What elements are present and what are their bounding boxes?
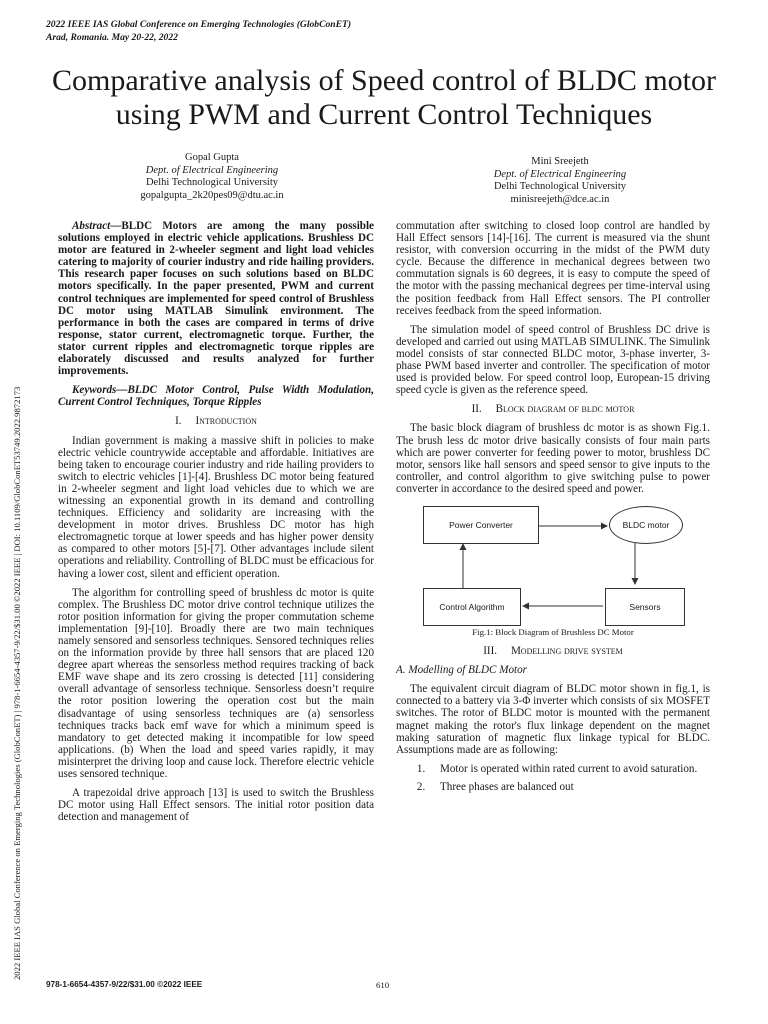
section-title: Block diagram of bldc motor <box>495 403 635 416</box>
intro-paragraph-2: The algorithm for controlling speed of brushless dc motor is quite complex. The Brushless DC motor drive control technique utilizes the rotor position information for giving the proper commutation scheme implementation [9]-[10]. Broadly there are two main techniques namely sensored and sensorless techniques. Sensored techniques relies on the information provide by three hall sensors that are placed 120 degree apart whereas the sensorless method requires tracking of back EMF wave shape and its zero crossing is detected [11] considering overall advantage of sensorless technique. Sensorless doesn’t require the rotor position lowering the operation cost but the main disadvantage of using sensorless techniques are (a) sensorless techniques tracks back emf wave for which a minimum speed is mandatory to get detected making it incompatible for low speed applications. (b) When the load and speed varies rapidly, it may misinterpret the driving loop and cause lock. Therefore electric vehicle uses sensored technique. <box>58 586 374 781</box>
abstract-label: Abstract <box>72 220 111 232</box>
section-title: Modelling drive system <box>510 645 623 658</box>
author-univ: Delhi Technological University <box>145 177 279 188</box>
section-number: II. <box>471 403 482 416</box>
author-email[interactable]: minisreejeth@dce.ac.in <box>510 193 610 205</box>
section-heading-introduction <box>58 415 374 427</box>
conference-name: 2022 IEEE IAS Global Conference on Emerging Technologies (GlobConET) <box>46 19 352 30</box>
author-name: Mini Sreejeth <box>531 156 589 167</box>
conference-location-date: Arad, Romania. May 20-22, 2022 <box>46 32 178 43</box>
right-paragraph-2: The simulation model of speed control of Brushless DC drive is developed and carried out using MATLAB SIMULINK. The Simulink model consists of star connected BLDC motor, 3-phase inverter, 3-phase PWM based inverter and controller. The specification of motor used is provided below. For speed control loop, European-15 driving speed cycle is given as the reference speed. <box>396 323 710 397</box>
intro-paragraph-1: Indian government is making a massive shift in policies to make electric vehicle countrywide acceptable and affordable. Initiatives are being taken to encourage courier industry and ride hailing providers to switch to electric vehicles [1]-[4]. Brushless DC motor being featured in 2-wheeler segment and light load vehicles due to which we are witnessing an exponential growth in its demand and controlling techniques. Efficiency and solidarity are increasing with the development in motor drives. Brushless DC motor has high electromagnetic torque at lower speeds and has higher power density as compared to other motors [5]-[7]. Other advantages include silent operations and reliability. Controlling of BLDC must be efficacious for having a lower cost, silent and efficient operation. <box>58 434 374 580</box>
section-number: III. <box>483 645 498 658</box>
subsection-heading-modelling-bldc: A. Modelling of BLDC Motor <box>396 664 527 677</box>
power-converter-block: Power Converter <box>423 506 539 544</box>
keywords: Keywords—BLDC Motor Control, Pulse Width Modulation, Current Control Techniques, Torque Ripples <box>58 384 374 409</box>
author-name: Gopal Gupta <box>185 152 239 163</box>
keywords-label: Keywords <box>72 384 117 397</box>
list-item: 2. Three phases are balanced out <box>428 781 710 793</box>
list-item: 1. Motor is operated within rated current to avoid saturation. <box>428 763 710 775</box>
author-univ: Delhi Technological University <box>493 181 627 192</box>
block-diagram-paragraph: The basic block diagram of brushless dc motor is as shown Fig.1. The brush less dc motor drive basically consists of four main parts which are power converter for feeding power to motor, brushless DC motor, sensors like hall sensors and speed sensor to give inputs to the controller, and control algorithm to give switching pulse to power converter in accordance to the desired speed and power. <box>396 422 710 495</box>
abstract-text: BLDC Motors are among the many possible solutions employed in electric vehicle applications. Brushless DC motor are featured in 2-wheeler segment and light load vehicles catering to majority of courier industry and ride hailing providers. This research paper focuses on such solutions based on BLDC motors specifically. In the paper presented, PWM and current control techniques are implemented for speed control of Brushless DC motor using MATLAB Simulink environment. The performance in both the cases are compared in terms of drive response, stator current, electromagnetic torque. Further, the stator current ripples and electromagnetic torque ripples are elaborately discussed and results analyzed for further improvements. <box>58 220 374 378</box>
section-heading-block-diagram <box>396 403 710 415</box>
assumptions-list <box>396 763 710 793</box>
author-1 <box>92 152 332 202</box>
modelling-paragraph: The equivalent circuit diagram of BLDC motor shown in fig.1, is connected to a battery via 3-Φ inverter which consists of six MOSFET switches. The rotor of BLDC motor is mounted with the permanent magnet making the rotor's flux linkage dependent on the magnet making saturation of magnetic flux linkage typical for BLDC. Assumptions made are as following: <box>396 683 710 756</box>
author-email[interactable]: gopalgupta_2k20pes09@dtu.ac.in <box>140 189 284 201</box>
right-column <box>396 220 710 799</box>
conference-header <box>46 18 351 44</box>
section-title: Introduction <box>195 415 257 428</box>
page-number: 610 <box>376 980 390 990</box>
bldc-motor-block: BLDC motor <box>609 506 683 544</box>
intro-paragraph-3: A trapezoidal drive approach [13] is used to switch the Brushless DC motor using Hall Effect sensors. The initial rotor position data detection and management of <box>58 787 374 824</box>
footer-copyright: 978-1-6654-4357-9/22/$31.00 ©2022 IEEE <box>46 980 203 989</box>
author-2 <box>440 156 680 206</box>
block-diagram-figure <box>423 502 683 626</box>
author-dept: Dept. of Electrical Engineering <box>493 168 627 180</box>
abstract: Abstract—BLDC Motors are among the many possible solutions employed in electric vehicle applications. Brushless DC motor are featured in 2-wheeler segment and light load vehicles catering to majority of courier industry and ride hailing providers. This research paper focuses on such solutions based on BLDC motors specifically. In the paper presented, PWM and current control techniques are implemented for speed control of Brushless DC motor using MATLAB Simulink environment. The performance in both the cases are compared in terms of drive response, stator current, electromagnetic torque. Further, the stator current ripples and electromagnetic torque ripples are elaborately discussed and results analyzed for further improvements. <box>58 220 374 378</box>
section-heading-modelling <box>396 645 710 657</box>
right-paragraph-1: commutation after switching to closed loop control are handled by Hall Effect sensors [14]-[16]. The current is measured via the shunt resistor, with conversion occurring in the midst of the PWM duty cycle. Because the difference in mechanical degrees between two commutation signals is 60 degrees, it is easy to compute the speed of the motor with the passing mechanical degrees per time-interval using the position feedback from Hall Effect sensors. The PI controller receives feedback from the speed information. <box>396 220 710 317</box>
keywords-text: BLDC Motor Control, Pulse Width Modulation, Current Control Techniques, Torque Ripples <box>58 384 374 409</box>
paper-title: Comparative analysis of Speed control of BLDC motor using PWM and Current Control Techniques <box>51 64 717 131</box>
author-dept: Dept. of Electrical Engineering <box>145 164 279 176</box>
side-doi-text: 2022 IEEE IAS Global Conference on Emerging Technologies (GlobConET) | 978-1-6654-4357-9/22/$31.00 ©2022 IEEE | DOI: 10.1109/GlobConET53749.2022.9872173 <box>12 386 22 980</box>
control-algorithm-block: Control Algorithm <box>423 588 521 626</box>
sensors-block: Sensors <box>605 588 685 626</box>
figure-caption: Fig.1: Block Diagram of Brushless DC Motor <box>472 626 634 637</box>
section-number: I. <box>175 415 182 428</box>
left-column <box>58 220 374 830</box>
